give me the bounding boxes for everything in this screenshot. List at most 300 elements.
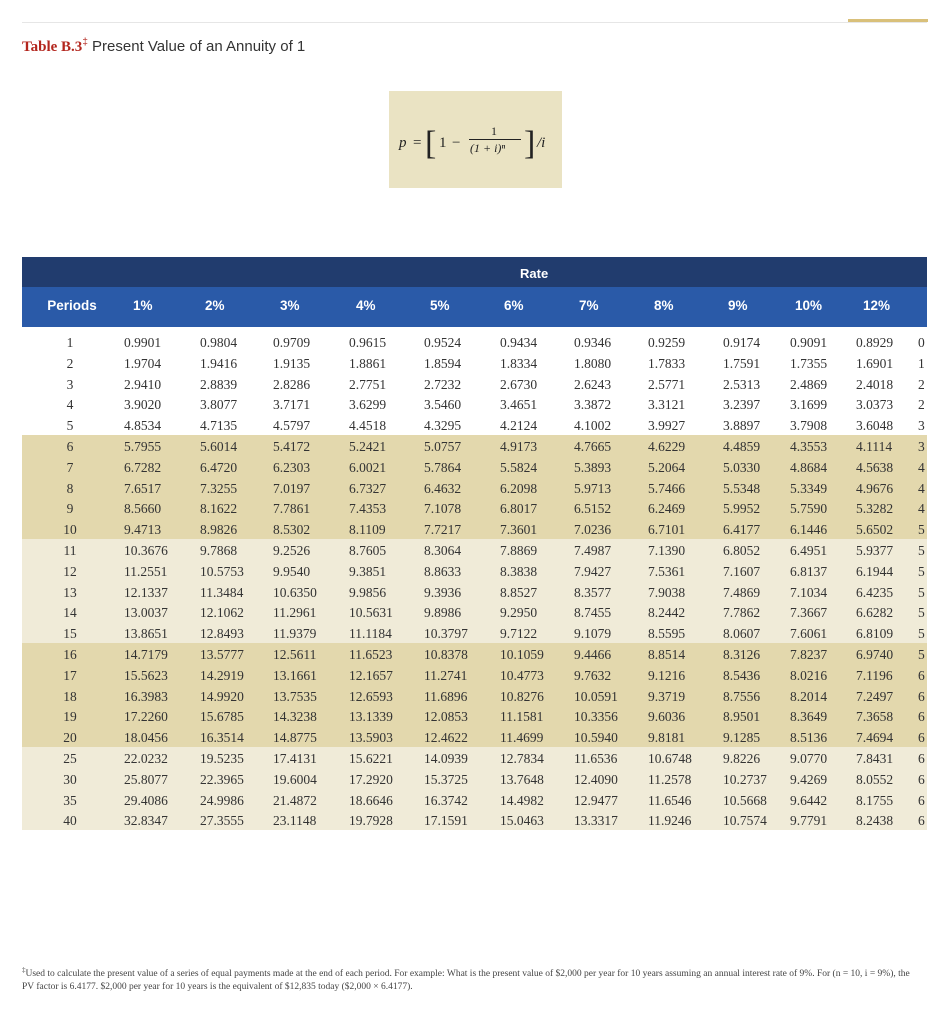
value-cell: 27.3555	[200, 813, 244, 829]
value-cell: 2.6730	[500, 376, 538, 392]
period-cell: 18	[63, 688, 77, 704]
rate-header-0: 1%	[133, 298, 153, 313]
value-cell: 5.3893	[574, 459, 612, 475]
value-cell: 5.0757	[424, 439, 462, 454]
value-cell: 7.2497	[856, 688, 894, 704]
table-title	[22, 37, 305, 56]
value-cell: 17.1591	[424, 813, 468, 829]
value-cell: 3.7171	[273, 397, 311, 413]
value-cell: 6.4720	[200, 459, 238, 475]
value-cell: 5.4172	[273, 439, 311, 454]
table-row	[0, 772, 951, 790]
rate-header-4: 5%	[430, 298, 450, 313]
value-cell: 19.7928	[349, 813, 393, 829]
value-cell: 9.7791	[790, 813, 828, 829]
value-cell: 11.6546	[648, 792, 692, 808]
truncated-column-cell: 6	[918, 792, 925, 808]
value-cell: 1.7833	[648, 355, 686, 371]
truncated-column-cell: 0	[918, 335, 925, 350]
period-cell: 20	[63, 730, 77, 746]
value-cell: 3.3872	[574, 397, 612, 413]
value-cell: 15.6221	[349, 751, 393, 766]
footnote-mark: ‡	[22, 966, 26, 974]
period-cell: 4	[66, 397, 74, 413]
value-cell: 5.2421	[349, 439, 387, 454]
value-cell: 9.0770	[790, 751, 828, 766]
truncated-column-cell: 5	[918, 563, 925, 579]
value-cell: 4.8534	[124, 418, 162, 434]
value-cell: 0.9091	[790, 335, 828, 350]
value-cell: 32.8347	[124, 813, 168, 829]
value-cell: 5.5348	[723, 480, 761, 496]
value-cell: 3.5460	[424, 397, 462, 413]
top-accent-bar	[848, 19, 928, 22]
table-row	[0, 751, 951, 769]
value-cell: 15.5623	[124, 667, 168, 683]
value-cell: 1.8080	[574, 355, 612, 371]
value-cell: 7.7861	[273, 501, 311, 517]
table-row	[0, 335, 951, 353]
value-cell: 2.9410	[124, 376, 162, 392]
value-cell: 8.0216	[790, 667, 828, 683]
rate-header-7: 8%	[654, 298, 674, 313]
footnote	[22, 964, 912, 994]
truncated-column-cell: 6	[918, 813, 925, 829]
value-cell: 5.7466	[648, 480, 686, 496]
value-cell: 5.2064	[648, 459, 686, 475]
value-cell: 9.9856	[349, 584, 387, 600]
formula-numerator: 1	[491, 124, 497, 138]
rate-header-10: 12%	[863, 298, 891, 313]
table-row	[0, 439, 951, 457]
value-cell: 13.5903	[349, 730, 393, 746]
value-cell: 17.4131	[273, 751, 317, 766]
value-cell: 6.1446	[790, 522, 828, 538]
value-cell: 6.0021	[349, 459, 387, 475]
value-cell: 11.9379	[273, 626, 317, 642]
value-cell: 5.3349	[790, 480, 828, 496]
value-cell: 8.1622	[200, 501, 238, 517]
value-cell: 3.9927	[648, 418, 686, 434]
value-cell: 6.2469	[648, 501, 686, 517]
value-cell: 6.4177	[723, 522, 761, 538]
value-cell: 9.9540	[273, 563, 311, 579]
value-cell: 8.3649	[790, 709, 828, 725]
value-cell: 5.9377	[856, 543, 894, 558]
value-cell: 9.3936	[424, 584, 462, 600]
value-cell: 3.6299	[349, 397, 387, 413]
value-cell: 3.0373	[856, 397, 894, 413]
value-cell: 13.3317	[574, 813, 618, 829]
value-cell: 0.9346	[574, 335, 612, 350]
rate-header-5: 6%	[504, 298, 524, 313]
period-cell: 9	[66, 501, 74, 517]
period-cell: 40	[63, 813, 77, 829]
value-cell: 24.9986	[200, 792, 244, 808]
value-cell: 5.9713	[574, 480, 612, 496]
value-cell: 3.7908	[790, 418, 828, 434]
value-cell: 5.7864	[424, 459, 462, 475]
value-cell: 9.4466	[574, 647, 612, 662]
truncated-column-cell: 2	[918, 397, 925, 413]
value-cell: 9.6036	[648, 709, 686, 725]
value-cell: 0.9709	[273, 335, 311, 350]
value-cell: 4.1114	[856, 439, 893, 454]
value-cell: 7.8237	[790, 647, 828, 662]
truncated-column-cell: 4	[918, 480, 925, 496]
period-cell: 3	[66, 376, 74, 392]
value-cell: 10.3676	[124, 543, 168, 558]
value-cell: 8.3838	[500, 563, 538, 579]
value-cell: 14.2919	[200, 667, 244, 683]
value-cell: 10.3356	[574, 709, 618, 725]
table-row	[0, 356, 951, 374]
value-cell: 13.0037	[124, 605, 168, 621]
table-row	[0, 522, 951, 540]
value-cell: 7.7217	[424, 522, 462, 538]
value-cell: 3.9020	[124, 397, 162, 413]
value-cell: 10.1059	[500, 647, 544, 662]
value-cell: 6.7101	[648, 522, 686, 538]
value-cell: 8.3126	[723, 647, 761, 662]
value-cell: 9.1079	[574, 626, 612, 642]
value-cell: 7.8431	[856, 751, 894, 766]
value-cell: 4.2124	[500, 418, 538, 434]
value-cell: 6.8109	[856, 626, 894, 642]
value-cell: 9.7122	[500, 626, 538, 642]
truncated-column-cell: 1	[918, 355, 925, 371]
truncated-column-cell: 5	[918, 647, 925, 662]
value-cell: 10.6350	[273, 584, 317, 600]
value-cell: 8.9826	[200, 522, 238, 538]
value-cell: 22.0232	[124, 751, 168, 766]
table-mark: ‡	[82, 37, 88, 48]
value-cell: 4.8684	[790, 459, 828, 475]
value-cell: 0.9901	[124, 335, 162, 350]
value-cell: 7.3255	[200, 480, 238, 496]
value-cell: 2.4869	[790, 376, 828, 392]
value-cell: 12.5611	[273, 647, 317, 662]
truncated-column-cell: 3	[918, 439, 925, 454]
table-row	[0, 585, 951, 603]
value-cell: 6.8017	[500, 501, 538, 517]
value-cell: 1.7355	[790, 355, 828, 371]
value-cell: 8.3577	[574, 584, 612, 600]
value-cell: 7.6517	[124, 480, 162, 496]
value-cell: 7.9038	[648, 584, 686, 600]
value-cell: 10.7574	[723, 813, 767, 829]
value-cell: 2.7232	[424, 376, 462, 392]
value-cell: 6.4632	[424, 480, 462, 496]
value-cell: 15.6785	[200, 709, 244, 725]
value-cell: 2.6243	[574, 376, 612, 392]
value-cell: 1.7591	[723, 355, 761, 371]
table-row	[0, 709, 951, 727]
value-cell: 10.8276	[500, 688, 544, 704]
value-cell: 15.0463	[500, 813, 544, 829]
value-cell: 9.8226	[723, 751, 761, 766]
value-cell: 7.4987	[574, 543, 612, 558]
value-cell: 8.7556	[723, 688, 761, 704]
value-cell: 2.4018	[856, 376, 894, 392]
truncated-column-cell: 5	[918, 605, 925, 621]
table-row	[0, 668, 951, 686]
formula-box	[389, 91, 562, 188]
value-cell: 2.5313	[723, 376, 761, 392]
value-cell: 4.5638	[856, 459, 894, 475]
value-cell: 4.7135	[200, 418, 238, 434]
value-cell: 12.1337	[124, 584, 168, 600]
value-cell: 13.7648	[500, 771, 544, 787]
value-cell: 9.6442	[790, 792, 828, 808]
value-cell: 8.5136	[790, 730, 828, 746]
table-row	[0, 793, 951, 811]
value-cell: 11.2741	[424, 667, 468, 683]
value-cell: 12.7834	[500, 751, 544, 766]
truncated-column-cell: 6	[918, 771, 925, 787]
value-cell: 3.6048	[856, 418, 894, 434]
value-cell: 8.5302	[273, 522, 311, 538]
value-cell: 5.3282	[856, 501, 894, 517]
value-cell: 0.8929	[856, 335, 894, 350]
period-cell: 14	[63, 605, 77, 621]
formula-right-bracket: ]	[524, 125, 536, 162]
value-cell: 14.7179	[124, 647, 168, 662]
table-row	[0, 730, 951, 748]
table-row	[0, 377, 951, 395]
value-cell: 6.8137	[790, 563, 828, 579]
truncated-column-cell: 5	[918, 543, 925, 558]
rate-label: Rate	[520, 266, 549, 281]
value-cell: 0.9174	[723, 335, 761, 350]
period-cell: 30	[63, 771, 77, 787]
value-cell: 2.8286	[273, 376, 311, 392]
value-cell: 13.1339	[349, 709, 393, 725]
value-cell: 10.5753	[200, 563, 244, 579]
rate-header-3: 4%	[356, 298, 376, 313]
value-cell: 14.4982	[500, 792, 544, 808]
value-cell: 8.2014	[790, 688, 828, 704]
value-cell: 0.9615	[349, 335, 387, 350]
value-cell: 4.6229	[648, 439, 686, 454]
value-cell: 8.2438	[856, 813, 894, 829]
value-cell: 13.1661	[273, 667, 317, 683]
value-cell: 5.6014	[200, 439, 238, 454]
value-cell: 0.9434	[500, 335, 538, 350]
table-row	[0, 418, 951, 436]
rate-header-1: 2%	[205, 298, 225, 313]
period-cell: 11	[63, 543, 77, 558]
value-cell: 7.8869	[500, 543, 538, 558]
formula-denominator: (1 + i)ⁿ	[470, 141, 506, 155]
value-cell: 7.4353	[349, 501, 387, 517]
value-cell: 7.1034	[790, 584, 828, 600]
truncated-column-cell: 6	[918, 688, 925, 704]
value-cell: 9.8181	[648, 730, 686, 746]
value-cell: 9.2950	[500, 605, 538, 621]
value-cell: 4.9173	[500, 439, 538, 454]
value-cell: 23.1148	[273, 813, 317, 829]
value-cell: 16.3742	[424, 792, 468, 808]
value-cell: 25.8077	[124, 771, 168, 787]
value-cell: 4.5797	[273, 418, 311, 434]
table-row	[0, 543, 951, 561]
value-cell: 11.2578	[648, 771, 692, 787]
value-cell: 19.6004	[273, 771, 317, 787]
value-cell: 11.6896	[424, 688, 468, 704]
value-cell: 6.7327	[349, 480, 387, 496]
period-cell: 25	[63, 751, 77, 766]
value-cell: 8.8633	[424, 563, 462, 579]
value-cell: 7.4694	[856, 730, 894, 746]
table-row	[0, 813, 951, 831]
period-cell: 8	[66, 480, 74, 496]
truncated-column-cell: 5	[918, 626, 925, 642]
value-cell: 6.4235	[856, 584, 894, 600]
rate-header-2: 3%	[280, 298, 300, 313]
value-cell: 3.8897	[723, 418, 761, 434]
value-cell: 19.5235	[200, 751, 244, 766]
value-cell: 1.9135	[273, 355, 311, 371]
value-cell: 11.4699	[500, 730, 544, 746]
value-cell: 1.9704	[124, 355, 162, 371]
table-row	[0, 501, 951, 519]
value-cell: 4.4518	[349, 418, 387, 434]
rate-header-9: 10%	[795, 298, 823, 313]
value-cell: 9.7632	[574, 667, 612, 683]
rate-header-6: 7%	[579, 298, 599, 313]
value-cell: 1.8334	[500, 355, 538, 371]
value-cell: 8.0552	[856, 771, 894, 787]
value-cell: 8.5595	[648, 626, 686, 642]
value-cell: 10.0591	[574, 688, 618, 704]
value-cell: 9.2526	[273, 543, 311, 558]
value-cell: 1.8861	[349, 355, 387, 371]
table-row	[0, 626, 951, 644]
value-cell: 11.1581	[500, 709, 544, 725]
value-cell: 16.3983	[124, 688, 168, 704]
value-cell: 21.4872	[273, 792, 317, 808]
value-cell: 7.4869	[723, 584, 761, 600]
value-cell: 16.3514	[200, 730, 244, 746]
period-cell: 6	[66, 439, 74, 454]
value-cell: 10.2737	[723, 771, 767, 787]
value-cell: 14.8775	[273, 730, 317, 746]
table-row	[0, 689, 951, 707]
table-row	[0, 647, 951, 665]
value-cell: 12.1062	[200, 605, 244, 621]
column-header-band	[22, 287, 927, 327]
truncated-column-cell: 5	[918, 522, 925, 538]
value-cell: 6.7282	[124, 459, 162, 475]
value-cell: 8.1755	[856, 792, 894, 808]
value-cell: 9.8986	[424, 605, 462, 621]
truncated-column-cell: 6	[918, 667, 925, 683]
table-row	[0, 397, 951, 415]
truncated-column-cell: 4	[918, 501, 925, 517]
value-cell: 12.4090	[574, 771, 618, 787]
value-cell: 10.6748	[648, 751, 692, 766]
value-cell: 7.5361	[648, 563, 686, 579]
value-cell: 6.5152	[574, 501, 612, 517]
value-cell: 1.6901	[856, 355, 894, 371]
value-cell: 7.3601	[500, 522, 538, 538]
truncated-column-cell: 6	[918, 709, 925, 725]
formula-minus: −	[452, 135, 461, 151]
value-cell: 7.9427	[574, 563, 612, 579]
formula-one: 1	[439, 135, 447, 151]
value-cell: 10.5668	[723, 792, 767, 808]
value-cell: 8.8514	[648, 647, 686, 662]
table-row	[0, 605, 951, 623]
value-cell: 17.2260	[124, 709, 168, 725]
value-cell: 5.7590	[790, 501, 828, 517]
value-cell: 4.3295	[424, 418, 462, 434]
value-cell: 12.4622	[424, 730, 468, 746]
truncated-column-cell: 6	[918, 730, 925, 746]
value-cell: 10.5631	[349, 605, 393, 621]
table-row	[0, 481, 951, 499]
period-cell: 19	[63, 709, 77, 725]
formula-fraction-bar	[469, 139, 521, 140]
truncated-column-cell: 6	[918, 751, 925, 766]
value-cell: 1.9416	[200, 355, 238, 371]
value-cell: 5.5824	[500, 459, 538, 475]
period-cell: 2	[66, 355, 74, 371]
value-cell: 9.4713	[124, 522, 162, 538]
footnote-text: Used to calculate the present value of a series of equal payments made at the end of each period. For example: What is the present value of $2,000 per year for 10 years assuming an annual interest rate of 9%. For (n = 10, i = 9%), the PV factor is 6.4177. $2,000 per year for 10 years is the equivalent of $12,835 today ($2,000 × 6.4177).	[22, 969, 910, 993]
truncated-column-cell: 5	[918, 584, 925, 600]
value-cell: 1.8594	[424, 355, 462, 371]
value-cell: 8.5660	[124, 501, 162, 517]
period-cell: 7	[66, 459, 74, 475]
value-cell: 18.6646	[349, 792, 393, 808]
value-cell: 4.9676	[856, 480, 894, 496]
value-cell: 8.5436	[723, 667, 761, 683]
title-text: Present Value of an Annuity of 1	[92, 38, 306, 55]
value-cell: 22.3965	[200, 771, 244, 787]
value-cell: 10.4773	[500, 667, 544, 683]
value-cell: 15.3725	[424, 771, 468, 787]
value-cell: 10.3797	[424, 626, 468, 642]
value-cell: 12.0853	[424, 709, 468, 725]
value-cell: 9.3851	[349, 563, 387, 579]
truncated-column-cell: 3	[918, 418, 925, 434]
top-rule	[22, 22, 927, 23]
value-cell: 5.7955	[124, 439, 162, 454]
value-cell: 11.1184	[349, 626, 392, 642]
value-cell: 6.9740	[856, 647, 894, 662]
value-cell: 14.0939	[424, 751, 468, 766]
value-cell: 12.6593	[349, 688, 393, 704]
value-cell: 0.9804	[200, 335, 238, 350]
truncated-column-cell: 2	[918, 376, 925, 392]
value-cell: 7.1390	[648, 543, 686, 558]
value-cell: 7.0236	[574, 522, 612, 538]
value-cell: 4.1002	[574, 418, 612, 434]
value-cell: 2.5771	[648, 376, 686, 392]
value-cell: 11.2551	[124, 563, 168, 579]
formula-equals: =	[413, 135, 422, 151]
table-row	[0, 460, 951, 478]
value-cell: 8.7605	[349, 543, 387, 558]
rate-header-band	[22, 257, 927, 287]
value-cell: 8.2442	[648, 605, 686, 621]
value-cell: 3.4651	[500, 397, 538, 413]
value-cell: 5.6502	[856, 522, 894, 538]
value-cell: 10.8378	[424, 647, 468, 662]
value-cell: 6.2303	[273, 459, 311, 475]
